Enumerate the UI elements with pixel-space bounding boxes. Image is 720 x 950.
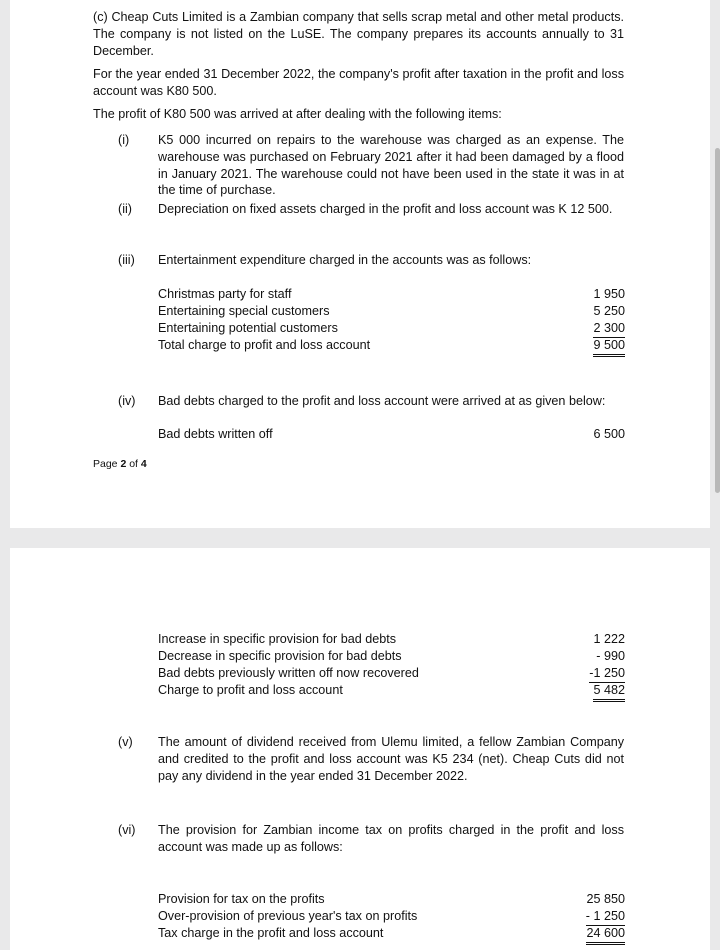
tax-row-label: Over-provision of previous year's tax on profits (158, 909, 418, 923)
bad-debts-row-amount: -1 250 (589, 665, 625, 683)
tax-total-label: Tax charge in the profit and loss account (158, 926, 384, 940)
item-ii-text: Depreciation on fixed assets charged in the profit and loss account was K 12 500. (158, 202, 613, 216)
bad-debts-row-amount: - 990 (596, 649, 625, 663)
document-page-1 (10, 0, 710, 528)
item-iv-number: (iv) (118, 394, 136, 408)
footer-of: of (126, 458, 141, 470)
footer-prefix: Page (93, 458, 121, 470)
item-ii-number: (ii) (118, 202, 132, 216)
item-i-number: (i) (118, 133, 130, 147)
item-v-text: The amount of dividend received from Ulemu limited, a fellow Zambian Company and credited to the profit and loss account was K5 234 (net). Cheap Cuts did not pay any dividend in the year ended 31 December 2022. (158, 735, 624, 783)
entertainment-total-label: Total charge to profit and loss account (158, 338, 371, 352)
entertainment-row-amount: 2 300 (593, 320, 625, 338)
bad-debts-row-amount: 6 500 (593, 427, 625, 441)
entertainment-row-label: Christmas party for staff (158, 287, 292, 301)
document-page-2 (10, 548, 710, 950)
entertainment-row-label: Entertaining special customers (158, 304, 330, 318)
page-number-footer (93, 457, 147, 471)
item-iv-text: Bad debts charged to the profit and loss account were arrived at as given below: (158, 394, 606, 408)
bad-debts-row-label: Increase in specific provision for bad debts (158, 632, 397, 646)
intro-paragraph-1: (c) Cheap Cuts Limited is a Zambian company that sells scrap metal and other metal products. The company is not listed on the LuSE. The company prepares its accounts annually to 31 December. (93, 10, 624, 58)
bad-debts-row-label: Bad debts previously written off now recovered (158, 666, 419, 680)
bad-debts-row-label: Bad debts written off (158, 427, 273, 441)
item-vi-text: The provision for Zambian income tax on profits charged in the profit and loss account was made up as follows: (158, 823, 624, 854)
entertainment-total-amount: 9 500 (593, 337, 625, 357)
tax-row-amount: 25 850 (586, 892, 625, 906)
entertainment-row-amount: 5 250 (593, 304, 625, 318)
vertical-scrollbar[interactable] (715, 148, 720, 493)
bad-debts-row-amount: 1 222 (593, 632, 625, 646)
item-i-text: K5 000 incurred on repairs to the warehouse was charged as an expense. The warehouse was purchased on February 2021 after it had been damaged by a flood in January 2021. The warehouse could not have been used in the state it was in at the time of purchase. (158, 133, 624, 198)
footer-total-pages: 4 (140, 458, 147, 470)
item-vi-number: (vi) (118, 823, 136, 837)
item-v-number: (v) (118, 735, 133, 749)
entertainment-row-amount: 1 950 (593, 287, 625, 301)
tax-row-amount: - 1 250 (586, 908, 625, 926)
footer-current-page: 2 (120, 458, 127, 470)
entertainment-row-label: Entertaining potential customers (158, 321, 338, 335)
bad-debts-total-amount: 5 482 (593, 682, 625, 702)
intro-paragraph-2: For the year ended 31 December 2022, the company's profit after taxation in the profit and loss account was K80 500. (93, 67, 624, 98)
item-iii-number: (iii) (118, 253, 135, 267)
intro-paragraph-3: The profit of K80 500 was arrived at after dealing with the following items: (93, 107, 502, 121)
tax-row-label: Provision for tax on the profits (158, 892, 325, 906)
tax-total-amount: 24 600 (586, 925, 625, 945)
bad-debts-row-label: Decrease in specific provision for bad debts (158, 649, 402, 663)
item-iii-text: Entertainment expenditure charged in the accounts was as follows: (158, 253, 532, 267)
bad-debts-total-label: Charge to profit and loss account (158, 683, 343, 697)
